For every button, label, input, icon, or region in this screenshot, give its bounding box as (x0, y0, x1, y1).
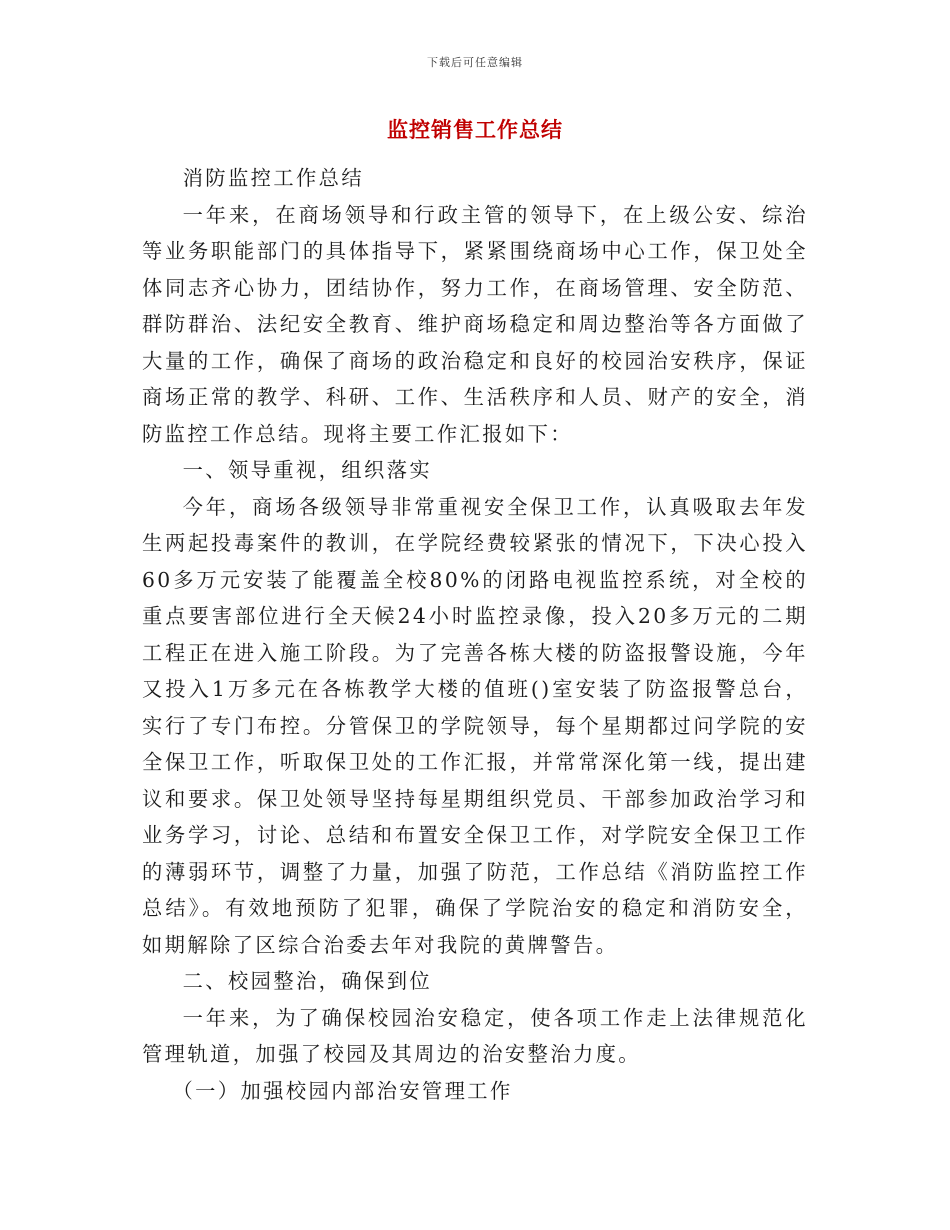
paragraph-intro: 一年来，在商场领导和行政主管的领导下，在上级公安、综治等业务职能部门的具体指导下，紧紧围绕商场中心工作，保卫处全体同志齐心协力，团结协作，努力工作，在商场管理、安全防范、群防群治、法纪安全教育、维护商场稳定和周边整治等各方面做了大量的工作，确保了商场的政治稳定和良好的校园治安秩序，保证商场正常的教学、科研、工作、生活秩序和人员、财产的安全，消防监控工作总结。现将主要工作汇报如下： (142, 202, 808, 446)
document-body (142, 160, 808, 1109)
header-note: 下载后可任意编辑 (427, 56, 523, 69)
document-title: 监控销售工作总结 (387, 117, 563, 142)
paragraph-campus-rectification: 一年来，为了确保校园治安稳定，使各项工作走上法律规范化管理轨道，加强了校园及其周边的治安整治力度。 (142, 1005, 808, 1066)
paragraph-leadership: 今年，商场各级领导非常重视安全保卫工作，认真吸取去年发生两起投毒案件的教训，在学院经费较紧张的情况下，下决心投入60多万元安装了能覆盖全校80%的闭路电视监控系统，对全校的重点要害部位进行全天候24小时监控录像，投入20多万元的二期工程正在进入施工阶段。为了完善各栋大楼的防盗报警设施，今年又投入1万多元在各栋教学大楼的值班()室安装了防盗报警总台，实行了专门布控。分管保卫的学院领导，每个星期都过问学院的安全保卫工作，听取保卫处的工作汇报，并常常深化第一线，提出建议和要求。保卫处领导坚持每星期组织党员、干部参加政治学习和业务学习，讨论、总结和布置安全保卫工作，对学院安全保卫工作的薄弱环节，调整了力量，加强了防范，工作总结《消防监控工作总结》。有效地预防了犯罪，确保了学院治安的稳定和消防安全，如期解除了区综合治委去年对我院的黄牌警告。 (142, 494, 808, 957)
section-title: 消防监控工作总结 (182, 166, 365, 190)
heading-campus-rectification: 二、校园整治，确保到位 (182, 969, 433, 993)
sub-heading-internal-security: （一）加强校园内部治安管理工作 (172, 1078, 513, 1103)
heading-leadership: 一、领导重视，组织落实 (182, 458, 433, 482)
